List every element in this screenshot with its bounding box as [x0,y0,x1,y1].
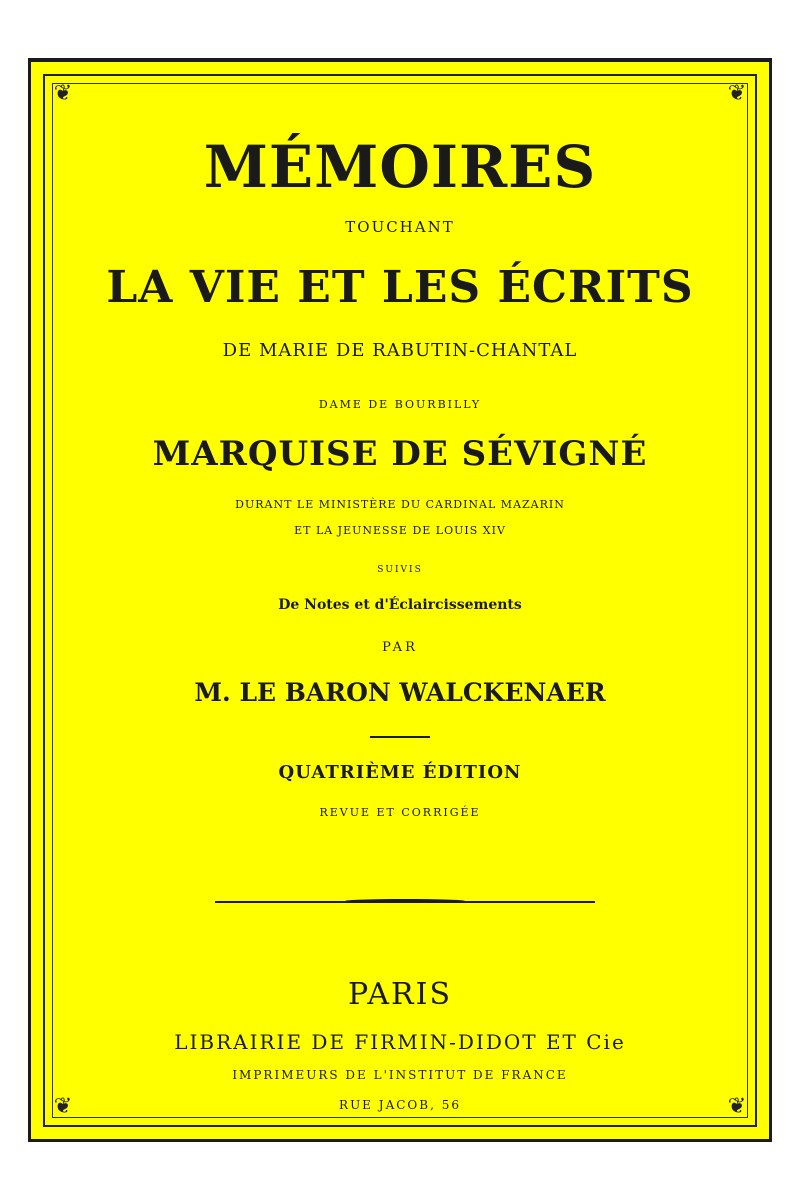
author-name: M. LE BARON WALCKENAER [194,678,606,707]
publisher-name: LIBRAIRIE DE FIRMIN-DIDOT ET Cie [174,1030,626,1054]
par-label: PAR [382,640,418,655]
short-divider [370,736,430,738]
edition-note: REVUE ET CORRIGÉE [319,806,481,819]
printer-line: IMPRIMEURS DE L'INSTITUT DE FRANCE [232,1068,568,1082]
book-subtitle: LA VIE ET LES ÉCRITS [106,262,694,313]
notes-line: De Notes et d'Éclaircissements [278,597,522,613]
suivis-label: SUIVIS [377,565,423,575]
corner-ornament-icon: ❦ [53,1094,73,1119]
period-line-2: ET LA JEUNESSE DE LOUIS XIV [294,524,506,537]
publisher-address: RUE JACOB, 56 [339,1098,461,1112]
corner-ornament-icon: ❦ [53,81,73,106]
period-line-1: DURANT LE MINISTÈRE DU CARDINAL MAZARIN [235,498,565,511]
corner-ornament-icon: ❦ [727,1094,747,1119]
book-title: MÉMOIRES [203,133,597,201]
long-divider [215,901,595,903]
title-connector: TOUCHANT [345,218,455,236]
city-name: PARIS [347,977,453,1012]
subject-marquise: MARQUISE DE SÉVIGNÉ [152,434,648,474]
subject-name: DE MARIE DE RABUTIN-CHANTAL [222,340,578,361]
subject-title: DAME DE BOURBILLY [318,398,482,411]
edition-label: QUATRIÈME ÉDITION [278,762,522,783]
corner-ornament-icon: ❦ [727,81,747,106]
